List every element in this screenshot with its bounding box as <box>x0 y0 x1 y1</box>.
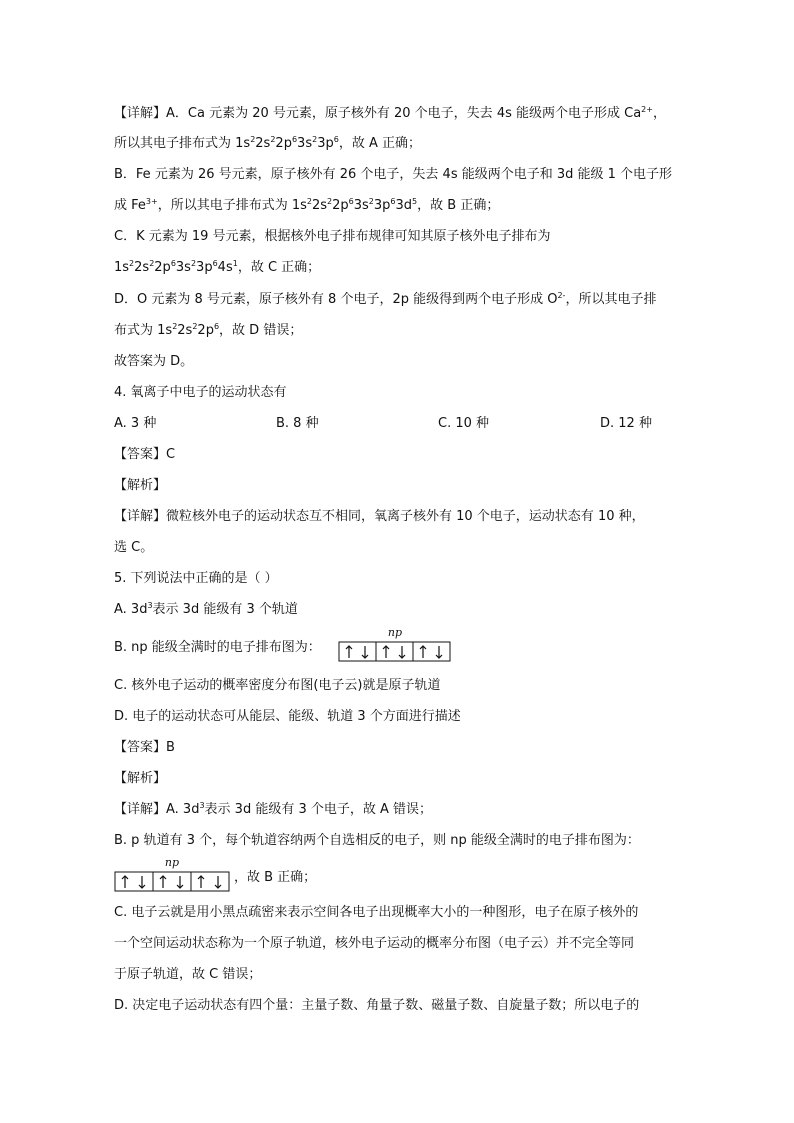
superscript: 2+ <box>641 105 653 114</box>
text: 3s <box>297 136 313 151</box>
q5-detail-a <box>114 800 432 820</box>
q5-option-d: D. 电子的运动状态可从能层、能级、轨道 3 个方面进行描述 <box>114 709 461 724</box>
text: 所以其电子排布式为 1s <box>114 136 251 151</box>
superscript: 2 <box>192 322 198 331</box>
superscript: 6 <box>170 259 176 268</box>
superscript: 2 <box>312 135 318 144</box>
q4-option-b: B. 8 种 <box>276 416 319 431</box>
text: D．O 元素为 8 号元素，原子核外有 8 个电子，2p 能级得到两个电子形成 O <box>114 292 558 307</box>
orbital-box <box>115 872 153 891</box>
orbital-diagram-svg <box>114 856 230 894</box>
text: 3p <box>373 198 391 213</box>
spin-up-arrow <box>122 876 128 888</box>
superscript: 6 <box>348 197 354 206</box>
text: 3s <box>353 198 369 213</box>
text-line <box>114 196 499 216</box>
text-line <box>114 134 421 154</box>
orbital-diagram <box>338 626 452 664</box>
superscript: 2 <box>306 197 312 206</box>
orbital-label: np <box>387 626 403 639</box>
superscript: 6 <box>212 259 218 268</box>
text: 3p <box>317 136 334 151</box>
q4-analysis-heading: 【解析】 <box>114 478 167 493</box>
text: 3d <box>395 198 413 213</box>
superscript: 5 <box>412 197 418 206</box>
q5-detail-c: 一个空间运动状态称为一个原子轨道，核外电子运动的概率分布图（电子云）并不完全等同 <box>114 936 635 951</box>
text: ，故 B 正确； <box>417 198 500 213</box>
orbital-box <box>376 642 413 661</box>
text: 2s <box>255 136 271 151</box>
orbital-label: np <box>164 856 180 869</box>
orbital-box <box>339 642 376 661</box>
q5-option-a <box>114 600 298 620</box>
superscript: 1 <box>232 259 238 268</box>
text: ，故 C 正确； <box>237 260 321 275</box>
superscript: 2- <box>557 291 566 300</box>
superscript: 3+ <box>145 197 158 206</box>
superscript: 2 <box>172 322 178 331</box>
superscript: 6 <box>213 322 220 331</box>
q4-option-a: A. 3 种 <box>114 416 157 431</box>
q5-answer: 【答案】B <box>114 740 175 755</box>
question-4-stem: 4. 氧离子中电子的运动状态有 <box>114 385 287 400</box>
q5-detail-c: 于原子轨道，故 C 错误； <box>114 967 262 982</box>
spin-down-arrow <box>362 646 368 658</box>
orbital-box <box>413 642 450 661</box>
spin-up-arrow <box>383 646 389 658</box>
orbital-diagram <box>114 856 230 894</box>
superscript: 2 <box>368 197 374 206</box>
q5-detail-b-tail: ，故 B 正确； <box>234 870 317 885</box>
q4-answer: 【答案】C <box>114 447 176 462</box>
text: 成 Fe <box>114 198 146 213</box>
superscript: 2 <box>149 259 155 268</box>
q4-option-d: D. 12 种 <box>600 416 652 431</box>
superscript: 3 <box>199 801 205 810</box>
text: 1s <box>114 260 130 275</box>
text: ，所以其电子排 <box>565 292 657 307</box>
orbital-box <box>191 872 229 891</box>
text: ，故 A 正确； <box>338 136 421 151</box>
text: 2s <box>311 198 328 213</box>
text: 【详解】A. 3d <box>114 802 200 817</box>
text-line <box>114 104 666 124</box>
text-line <box>114 290 656 310</box>
question-5-stem: 5. 下列说法中正确的是（ ） <box>114 571 278 586</box>
q4-option-c: C. 10 种 <box>438 416 490 431</box>
superscript: 3 <box>147 601 153 610</box>
text: ， <box>652 106 666 121</box>
superscript: 2 <box>250 135 256 144</box>
spin-down-arrow <box>177 876 183 888</box>
superscript: 2 <box>270 135 276 144</box>
text: 2p <box>197 323 214 338</box>
q5-detail-d: D. 决定电子运动状态有四个量：主量子数、角量子数、磁量子数、自旋量子数；所以电子的 <box>114 998 640 1013</box>
text-line <box>114 258 320 278</box>
spin-down-arrow <box>139 876 145 888</box>
q4-detail: 【详解】微粒核外电子的运动状态互不相同，氧离子核外有 10 个电子，运动状态有 10 种， <box>114 509 645 524</box>
text-line: 故答案为 D。 <box>114 354 194 369</box>
text: 3p <box>196 260 213 275</box>
superscript: 6 <box>390 197 396 206</box>
text: 2s <box>177 323 193 338</box>
text: 3s <box>175 260 191 275</box>
text-line <box>114 321 302 341</box>
text: 2p <box>275 136 292 151</box>
q5-detail-c: C. 电子云就是用小黑点疏密来表示空间各电子出现概率大小的一种图形，电子在原子核外的 <box>114 905 639 920</box>
spin-up-arrow <box>420 646 426 658</box>
text: 表示 3d 能级有 3 个电子，故 A 错误； <box>204 802 433 817</box>
orbital-diagram-svg <box>338 626 452 664</box>
spin-down-arrow <box>436 646 442 658</box>
q5-detail-b: B. p 轨道有 3 个，每个轨道容纳两个自选相反的电子，则 np 能级全满时的电子排布图为： <box>114 833 640 848</box>
superscript: 2 <box>129 259 135 268</box>
spin-up-arrow <box>346 646 352 658</box>
text-line: B．Fe 元素为 26 号元素，原子核外有 26 个电子，失去 4s 能级两个电子和 3d 能级 1 个电子形 <box>114 167 673 182</box>
text: 2p <box>154 260 171 275</box>
text: ，所以其电子排布式为 1s <box>157 198 307 213</box>
spin-up-arrow <box>198 876 204 888</box>
superscript: 2 <box>190 259 197 268</box>
spin-up-arrow <box>160 876 166 888</box>
text: 【详解】A．Ca 元素为 20 号元素，原子核外有 20 个电子，失去 4s 能级两个电子形成 Ca <box>114 106 642 121</box>
spin-down-arrow <box>215 876 221 888</box>
text: 2p <box>332 198 349 213</box>
superscript: 2 <box>327 197 333 206</box>
text-line: C．K 元素为 19 号元素，根据核外电子排布规律可知其原子核外电子排布为 <box>114 229 551 244</box>
q5-option-b: B. np 能级全满时的电子排布图为： <box>114 640 321 655</box>
q5-option-c: C. 核外电子运动的概率密度分布图(电子云)就是原子轨道 <box>114 678 441 693</box>
superscript: 6 <box>333 135 339 144</box>
text: 2s <box>134 260 150 275</box>
text: 表示 3d 能级有 3 个轨道 <box>152 602 298 617</box>
text: 4s <box>217 260 233 275</box>
text: ，故 D 错误； <box>219 323 303 338</box>
text: A. 3d <box>114 602 148 617</box>
q4-detail: 选 C。 <box>114 540 154 555</box>
orbital-box <box>153 872 191 891</box>
text: 布式为 1s <box>114 323 173 338</box>
spin-down-arrow <box>399 646 405 658</box>
q5-analysis-heading: 【解析】 <box>114 771 167 786</box>
superscript: 6 <box>291 135 298 144</box>
